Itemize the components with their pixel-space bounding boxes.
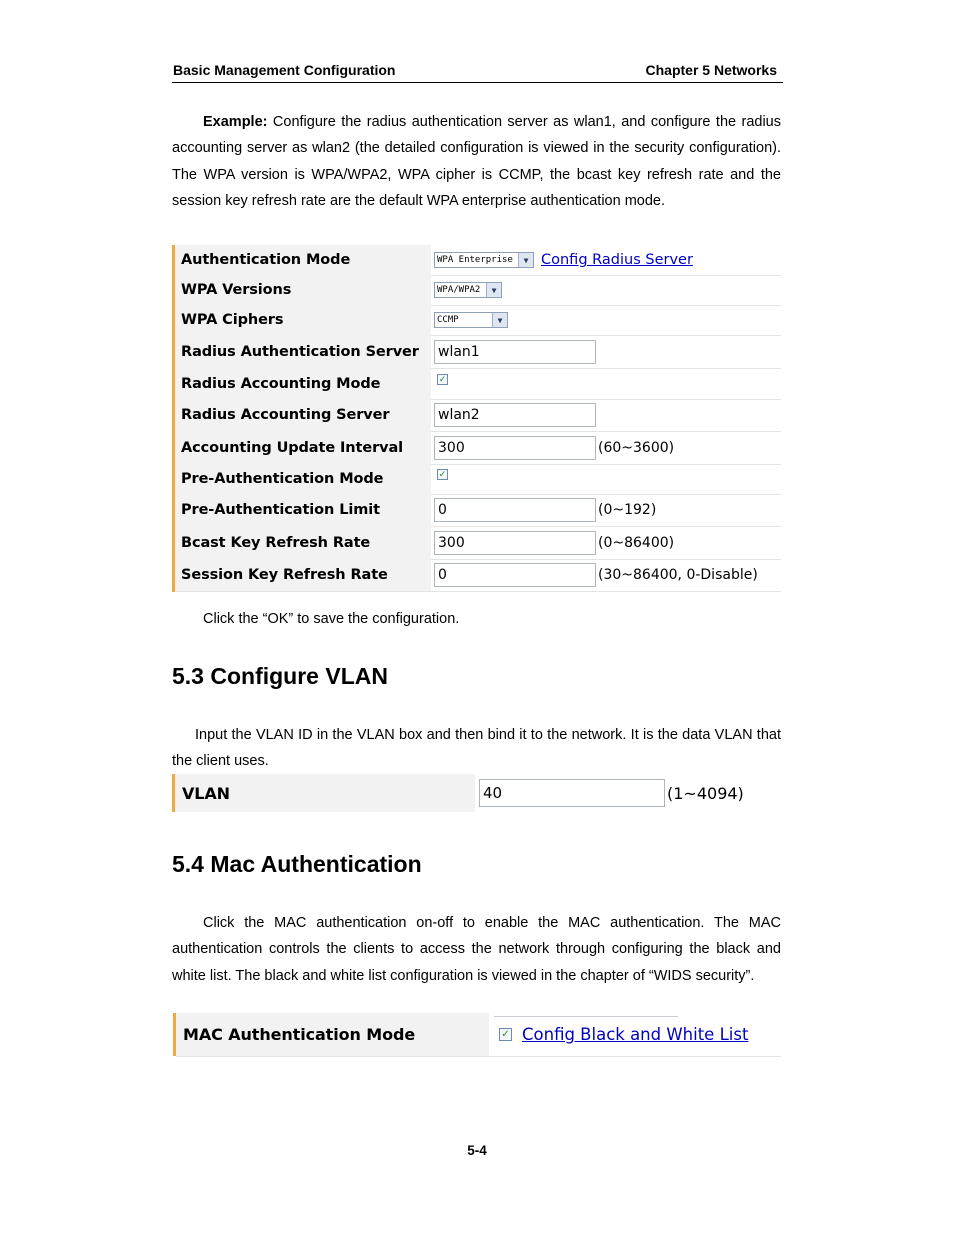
vlan-config-table [172,774,784,812]
chevron-down-icon: ▼ [486,283,501,297]
value-mac-auth-mode [489,1013,781,1056]
auth-mode-select-value: WPA Enterprise [437,255,513,265]
acct-update-interval-range: (60~3600) [598,439,675,456]
vlan-id-input[interactable]: 40 [479,779,665,807]
wpa-config-table [172,245,781,592]
label-vlan: VLAN [175,774,475,812]
row-auth-mode [175,245,781,276]
label-radius-auth-server: Radius Authentication Server [175,335,431,368]
value-wpa-ciphers [431,305,781,335]
value-vlan [475,774,784,812]
bcast-key-rate-input[interactable]: 300 [434,531,596,555]
example-text: Configure the radius authentication server as wlan1, and configure the radius accounting server as wlan2 (the detailed configuration is viewed in the security configuration). The WPA version is WPA/WPA2, WPA cipher is CCMP, the bcast key refresh rate and the session key refresh rate are the default WPA enterprise authentication mode. [172,114,781,210]
value-session-key-rate [431,559,781,591]
mac-auth-mode-checkbox[interactable]: ✓ [499,1028,512,1041]
row-mac-auth-mode [176,1013,781,1057]
label-acct-update-interval: Accounting Update Interval [175,431,431,464]
radius-acct-mode-checkbox[interactable]: ✓ [438,374,447,384]
wpa-ciphers-select-value: CCMP [437,315,459,325]
label-radius-acct-mode: Radius Accounting Mode [175,368,431,399]
wpa-ciphers-select[interactable] [434,312,508,328]
preauth-limit-input[interactable]: 0 [434,498,596,522]
config-black-white-list-link[interactable]: Config Black and White List [522,1025,749,1044]
row-radius-acct-server [175,399,781,432]
row-vlan [175,774,784,812]
example-lead: Example: [203,114,268,130]
chevron-down-icon: ▼ [518,253,533,267]
value-preauth-mode [431,464,781,494]
value-radius-acct-mode [431,368,781,399]
vlan-id-range: (1~4094) [667,783,744,803]
example-paragraph [172,109,781,215]
label-wpa-versions: WPA Versions [175,275,431,305]
label-session-key-rate: Session Key Refresh Rate [175,559,431,591]
row-radius-acct-mode [175,368,781,400]
row-acct-update-interval [175,431,781,465]
vlan-section-heading: 5.3 Configure VLAN [172,663,388,689]
preauth-mode-checkbox[interactable]: ✓ [438,469,447,479]
label-radius-acct-server: Radius Accounting Server [175,399,431,431]
wpa-versions-select-value: WPA/WPA2 [437,285,481,295]
ok-note: Click the “OK” to save the configuration. [203,611,460,627]
radius-acct-server-input[interactable]: wlan2 [434,403,596,427]
page-number: 5-4 [467,1143,487,1158]
label-wpa-ciphers: WPA Ciphers [175,305,431,335]
chevron-down-icon: ▼ [492,313,507,327]
value-auth-mode [431,245,781,275]
header-rule [172,82,783,83]
auth-mode-select[interactable] [434,252,534,268]
vlan-section-text: Input the VLAN ID in the VLAN box and then bind it to the network. It is the data VLAN that the client uses. [172,727,781,770]
row-session-key-rate [175,559,781,592]
row-wpa-versions [175,275,781,306]
session-key-rate-input[interactable]: 0 [434,563,596,587]
config-radius-server-link[interactable]: Config Radius Server [541,252,693,268]
mac-section-text: Click the MAC authentication on-off to enable the MAC authentication. The MAC authentication controls the clients to access the network through configuring the black and white list. The black and white list configuration is viewed in the chapter of “WIDS security”. [172,915,781,984]
header-left-title: Basic Management Configuration [173,62,396,78]
value-radius-acct-server [431,399,781,431]
row-radius-auth-server [175,335,781,369]
value-radius-auth-server [431,335,781,368]
value-bcast-key-rate [431,526,781,559]
bcast-key-rate-range: (0~86400) [598,534,675,551]
label-bcast-key-rate: Bcast Key Refresh Rate [175,526,431,559]
row-preauth-limit [175,494,781,527]
label-auth-mode: Authentication Mode [175,245,431,275]
session-key-rate-range: (30~86400, 0-Disable) [598,567,758,583]
acct-update-interval-input[interactable]: 300 [434,436,596,460]
wpa-versions-select[interactable] [434,282,502,298]
value-wpa-versions [431,275,781,305]
label-preauth-mode: Pre-Authentication Mode [175,464,431,494]
row-preauth-mode [175,464,781,495]
preauth-limit-range: (0~192) [598,502,657,518]
mac-section-heading: 5.4 Mac Authentication [172,851,422,877]
label-mac-auth-mode: MAC Authentication Mode [176,1013,489,1056]
value-preauth-limit [431,494,781,526]
value-acct-update-interval [431,431,781,464]
row-bcast-key-rate [175,526,781,560]
mac-config-table [173,1013,781,1056]
label-preauth-limit: Pre-Authentication Limit [175,494,431,526]
header-chapter-title: Chapter 5 Networks [645,62,777,78]
radius-auth-server-input[interactable]: wlan1 [434,340,596,364]
row-wpa-ciphers [175,305,781,336]
